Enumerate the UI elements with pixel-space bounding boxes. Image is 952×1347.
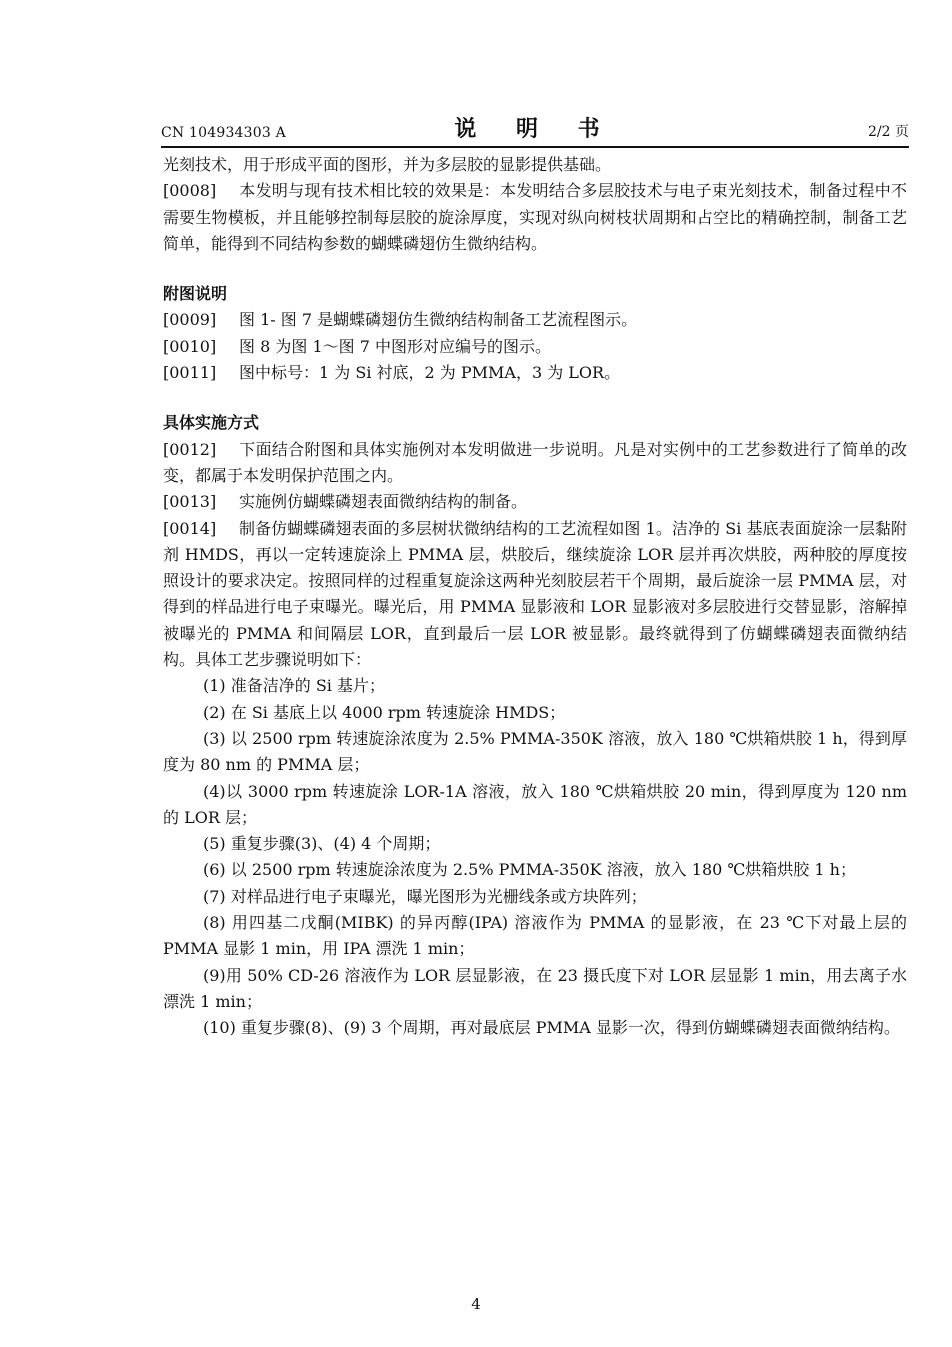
paragraph-text: 实施例仿蝴蝶磷翅表面微纳结构的制备。 (239, 492, 528, 512)
header-rule (161, 146, 909, 148)
process-step: (6) 以 2500 rpm 转速旋涂浓度为 2.5% PMMA-350K 溶液，放入 180 ℃烘箱烘胶 1 h； (203, 860, 856, 880)
section-gap (163, 257, 907, 281)
paragraph-number: [0011] (163, 363, 217, 383)
paragraph-text: 本发明与现有技术相比较的效果是：本发明结合多层胶技术与电子束光刻技术，制备过程中不需要生物模板，并且能够控制每层胶的旋涂厚度，实现对纵向树枝状周期和占空比的精确控制，制备工艺简单，能得到不同结构参数的蝴蝶磷翅仿生微纳结构。 (163, 181, 907, 253)
paragraph-text: 图 1- 图 7 是蝴蝶磷翅仿生微纳结构制备工艺流程图示。 (239, 310, 638, 330)
section-heading-figures: 附图说明 (163, 284, 228, 304)
page-count: 2/2 页 (868, 124, 909, 140)
paragraph-text: 图 8 为图 1～图 7 中图形对应编号的图示。 (239, 336, 551, 356)
paragraph-number: [0014] (163, 518, 217, 538)
page-header (161, 108, 909, 148)
process-step: (2) 在 Si 基底上以 4000 rpm 转速旋涂 HMDS； (203, 702, 566, 722)
paragraph-text: 下面结合附图和具体实施例对本发明做进一步说明。凡是对实例中的工艺参数进行了简单的改变，都属于本发明保护范围之内。 (163, 439, 907, 485)
paragraph-0013 (163, 489, 907, 515)
paragraph-0012 (163, 437, 907, 490)
process-step: (7) 对样品进行电子束曝光，曝光图形为光栅线条或方块阵列； (203, 886, 647, 906)
process-step: (9)用 50% CD-26 溶液作为 LOR 层显影液，在 23 摄氏度下对 LOR 层显影 1 min，用去离子水漂洗 1 min； (163, 965, 907, 1011)
paragraph-text: 图中标号：1 为 Si 衬底，2 为 PMMA，3 为 LOR。 (239, 363, 621, 383)
paragraph-number: [0012] (163, 439, 217, 459)
paragraph-number: [0013] (163, 492, 217, 512)
process-step: (10) 重复步骤(8)、(9) 3 个周期，再对最底层 PMMA 显影一次，得到仿蝴蝶磷翅表面微纳结构。 (203, 1018, 900, 1038)
process-step: (5) 重复步骤(3)、(4) 4 个周期； (203, 834, 441, 854)
paragraph-0010 (163, 334, 907, 360)
process-step: (8) 用四基二戊酮(MIBK) 的异丙醇(IPA) 溶液作为 PMMA 的显影液，在 23 ℃下对最上层的 PMMA 显影 1 min，用 IPA 漂洗 1 min； (163, 913, 907, 959)
paragraph-0008 (163, 178, 907, 257)
section-gap (163, 386, 907, 410)
paragraph-number: [0010] (163, 336, 217, 356)
process-step: (3) 以 2500 rpm 转速旋涂浓度为 2.5% PMMA-350K 溶液，放入 180 ℃烘箱烘胶 1 h，得到厚度为 80 nm 的 PMMA 层； (163, 728, 907, 775)
document-title: 说 明 书 (454, 117, 616, 142)
paragraph-number: [0009] (163, 310, 217, 330)
publication-number: CN 104934303 A (161, 125, 286, 141)
process-step: (1) 准备洁净的 Si 基片； (203, 676, 386, 696)
process-step: (4)以 3000 rpm 转速旋涂 LOR-1A 溶液，放入 180 ℃烘箱烘胶 20 min，得到厚度为 120 nm 的 LOR 层； (163, 781, 907, 827)
document-body (163, 152, 907, 1042)
paragraph-number: [0008] (163, 181, 217, 201)
paragraph-0011 (163, 360, 907, 386)
section-heading-embodiment: 具体实施方式 (163, 413, 260, 433)
page-number: 4 (471, 1295, 481, 1313)
paragraph-text: 制备仿蝴蝶磷翅表面的多层树状微纳结构的工艺流程如图 1。洁净的 Si 基底表面旋涂一层黏附剂 HMDS，再以一定转速旋涂上 PMMA 层，烘胶后，继续旋涂 LOR 层并再次烘胶，两种胶的厚度按照设计的要求决定。按照同样的过程重复旋涂这两种光刻胶层若干个周期，最后旋涂一层 PMMA 层，对得到的样品进行电子束曝光。曝光后，用 PMMA 显影液和 LOR 显影液对多层胶进行交替显影，溶解掉被曝光的 PMMA 和间隔层 LOR，直到最后一层 LOR 被显影。最终就得到了仿蝴蝶磷翅表面微纳结构。具体工艺步骤说明如下： (163, 518, 907, 670)
paragraph-0009 (163, 307, 907, 333)
paragraph-0014 (163, 516, 907, 674)
continued-paragraph: 光刻技术，用于形成平面的图形，并为多层胶的显影提供基础。 (163, 155, 612, 174)
